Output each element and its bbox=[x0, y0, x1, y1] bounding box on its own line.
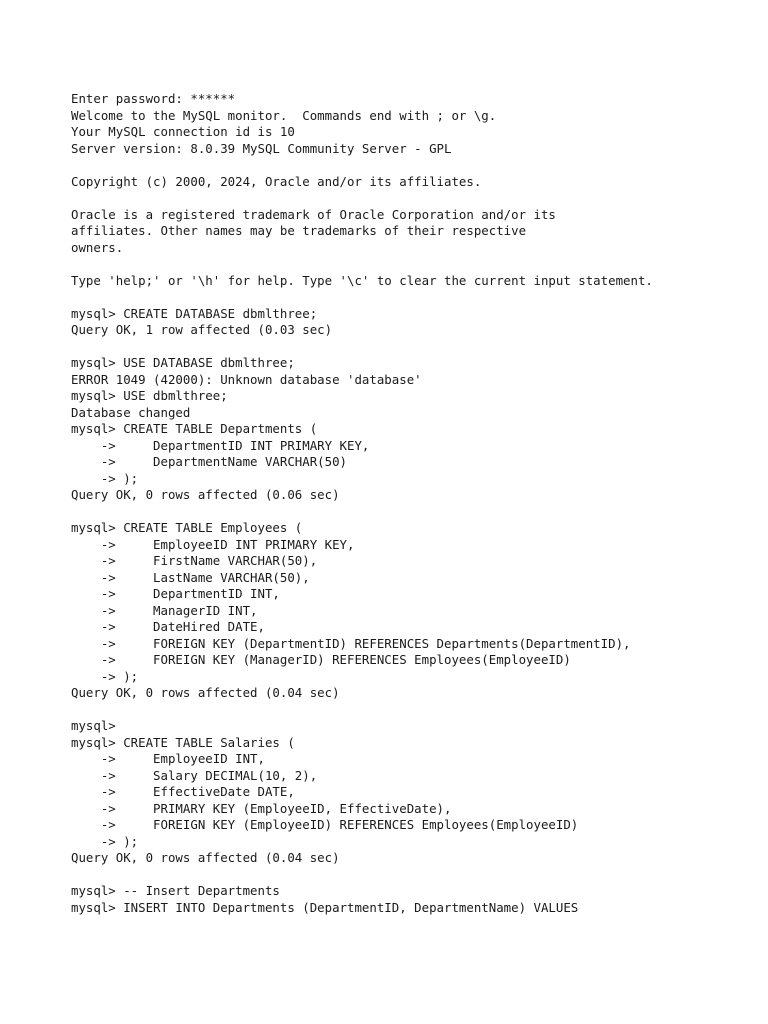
continuation-line: -> FOREIGN KEY (ManagerID) REFERENCES Employees(EmployeeID) bbox=[71, 652, 571, 667]
console-line: owners. bbox=[71, 239, 124, 255]
prompt-line: mysql> bbox=[71, 718, 116, 733]
query-result-line: Query OK, 0 rows affected (0.06 sec) bbox=[71, 487, 340, 502]
prompt-line: mysql> CREATE TABLE Salaries ( bbox=[71, 734, 295, 750]
blank-line bbox=[71, 702, 751, 719]
query-result-line: Query OK, 0 rows affected (0.04 sec) bbox=[71, 685, 340, 700]
continuation-line: -> ManagerID INT, bbox=[71, 602, 258, 618]
console-line: affiliates. Other names may be trademarks of their respective bbox=[71, 223, 527, 238]
continuation-line: -> DepartmentID INT PRIMARY KEY, bbox=[71, 437, 370, 453]
error-line: ERROR 1049 (42000): Unknown database 'database' bbox=[71, 371, 422, 387]
continuation-line: -> ); bbox=[71, 668, 139, 684]
continuation-line: -> EmployeeID INT, bbox=[71, 751, 265, 766]
blank-line bbox=[71, 339, 751, 356]
continuation-line: -> Salary DECIMAL(10, 2), bbox=[71, 767, 318, 783]
continuation-line: -> ); bbox=[71, 833, 139, 849]
continuation-line: -> FirstName VARCHAR(50), bbox=[71, 553, 318, 568]
continuation-line: -> EffectiveDate DATE, bbox=[71, 784, 295, 799]
console-line: Enter password: ****** bbox=[71, 91, 236, 106]
prompt-line: mysql> USE dbmlthree; bbox=[71, 388, 228, 403]
blank-line bbox=[71, 289, 751, 306]
console-line: Database changed bbox=[71, 404, 191, 420]
console-line: Welcome to the MySQL monitor. Commands end with ; or \g. bbox=[71, 107, 497, 123]
prompt-line: mysql> CREATE TABLE Employees ( bbox=[71, 520, 303, 535]
continuation-line: -> LastName VARCHAR(50), bbox=[71, 569, 310, 585]
mysql-console-transcript bbox=[71, 91, 751, 916]
query-result-line: Query OK, 0 rows affected (0.04 sec) bbox=[71, 850, 340, 865]
console-line: Copyright (c) 2000, 2024, Oracle and/or its affiliates. bbox=[71, 173, 482, 189]
console-line: Type 'help;' or '\h' for help. Type '\c' to clear the current input statement. bbox=[71, 272, 653, 288]
continuation-line: -> DepartmentID INT, bbox=[71, 586, 280, 601]
blank-line bbox=[71, 867, 751, 884]
continuation-line: -> EmployeeID INT PRIMARY KEY, bbox=[71, 536, 355, 552]
blank-line bbox=[71, 504, 751, 521]
continuation-line: -> PRIMARY KEY (EmployeeID, EffectiveDate), bbox=[71, 800, 452, 816]
blank-line bbox=[71, 157, 751, 174]
prompt-line: mysql> USE DATABASE dbmlthree; bbox=[71, 355, 295, 370]
query-result-line: Query OK, 1 row affected (0.03 sec) bbox=[71, 322, 333, 337]
continuation-line: -> DepartmentName VARCHAR(50) bbox=[71, 454, 348, 469]
console-line: Server version: 8.0.39 MySQL Community Server - GPL bbox=[71, 140, 452, 156]
prompt-line: mysql> INSERT INTO Departments (DepartmentID, DepartmentName) VALUES bbox=[71, 899, 579, 915]
continuation-line: -> FOREIGN KEY (DepartmentID) REFERENCES Departments(DepartmentID), bbox=[71, 635, 631, 651]
blank-line bbox=[71, 256, 751, 273]
continuation-line: -> DateHired DATE, bbox=[71, 619, 265, 634]
prompt-line: mysql> CREATE DATABASE dbmlthree; bbox=[71, 305, 318, 321]
continuation-line: -> FOREIGN KEY (EmployeeID) REFERENCES Employees(EmployeeID) bbox=[71, 817, 579, 832]
blank-line bbox=[71, 190, 751, 207]
continuation-line: -> ); bbox=[71, 470, 139, 486]
console-line: Your MySQL connection id is 10 bbox=[71, 124, 295, 139]
prompt-line: mysql> CREATE TABLE Departments ( bbox=[71, 421, 318, 436]
prompt-line: mysql> -- Insert Departments bbox=[71, 883, 280, 898]
console-line: Oracle is a registered trademark of Oracle Corporation and/or its bbox=[71, 206, 556, 222]
